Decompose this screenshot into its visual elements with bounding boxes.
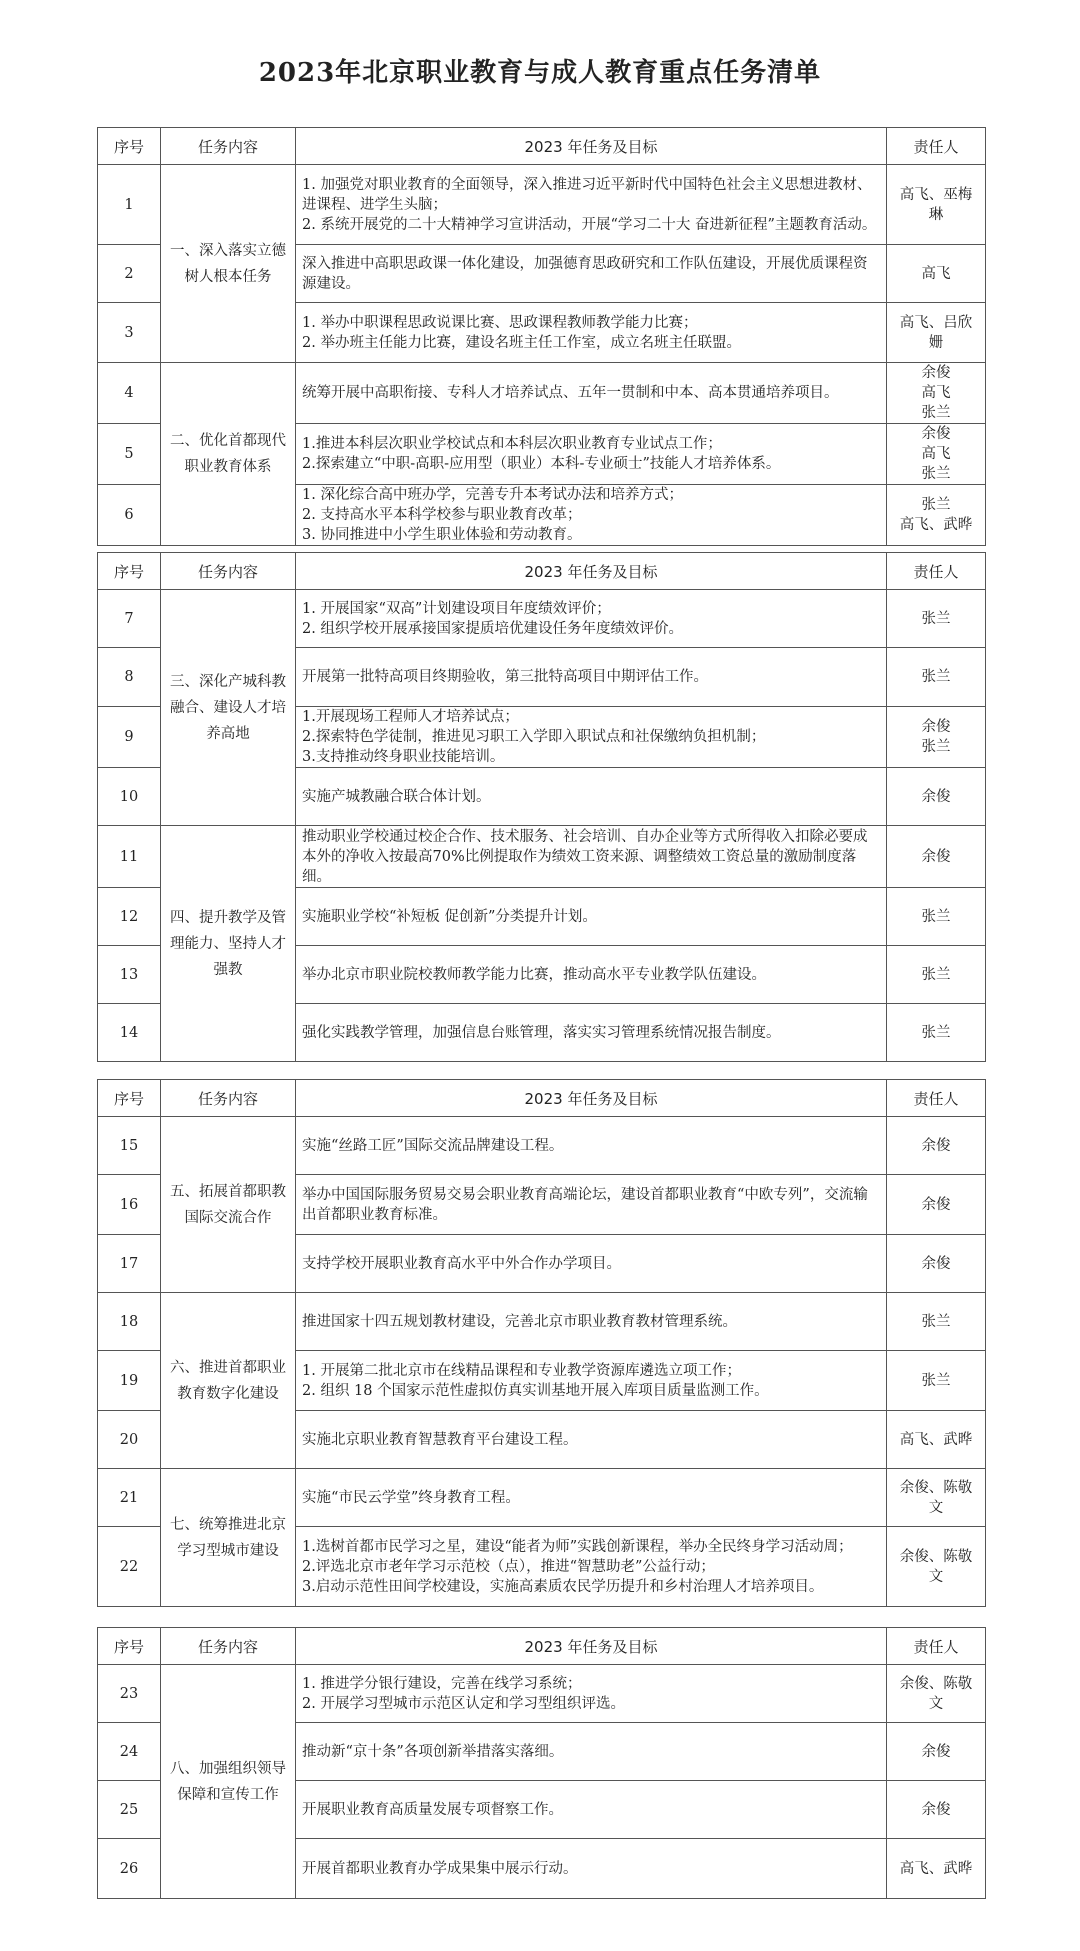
category-cell: 八、加强组织领导保障和宣传工作	[161, 1665, 296, 1899]
goal-line: 2.探索特色学徒制，推进见习职工入学即入职试点和社保缴纳负担机制；	[302, 729, 766, 745]
row-owner	[887, 1723, 986, 1781]
owner-name: 张兰	[921, 610, 951, 627]
row-goal	[296, 1293, 887, 1351]
row-owner	[887, 1527, 986, 1607]
owner-name: 张兰	[921, 966, 951, 983]
table-row	[98, 1665, 986, 1723]
category-cell: 三、深化产城科教融合、建设人才培养高地	[161, 590, 296, 826]
row-seq: 20	[98, 1411, 161, 1469]
task-table-4	[97, 1627, 986, 1899]
category-cell: 七、统筹推进北京学习型城市建设	[161, 1469, 296, 1607]
owner-name: 张兰	[921, 739, 951, 755]
row-owner	[887, 888, 986, 946]
row-owner	[887, 1175, 986, 1235]
goal-line: 推进国家十四五规划教材建设，完善北京市职业教育教材管理系统。	[302, 1313, 737, 1330]
owner-name: 张兰	[921, 466, 951, 482]
row-seq: 9	[98, 707, 161, 768]
owner-name: 余俊	[921, 1255, 951, 1272]
table-row	[98, 1293, 986, 1351]
row-goal	[296, 590, 887, 648]
goal-line: 实施“丝路工匠”国际交流品牌建设工程。	[302, 1137, 564, 1154]
goal-line: 1. 加强党对职业教育的全面领导，深入推进习近平新时代中国特色社会主义思想进教材、进课程、进学生头脑；	[302, 176, 872, 213]
goal-line: 推动新“京十条”各项创新举措落实落细。	[302, 1743, 564, 1760]
row-seq: 13	[98, 946, 161, 1004]
owner-name: 余俊、陈敬文	[899, 1548, 973, 1585]
row-goal	[296, 1117, 887, 1175]
goal-line: 统筹开展中高职衔接、专科人才培养试点、五年一贯制和中本、高本贯通培养项目。	[302, 385, 839, 401]
row-goal	[296, 1781, 887, 1839]
row-seq: 2	[98, 245, 161, 303]
task-table-2	[97, 552, 986, 1062]
goal-line: 开展第一批特高项目终期验收，第三批特高项目中期评估工作。	[302, 669, 708, 685]
row-goal	[296, 1235, 887, 1293]
goal-line: 实施产城教融合联合体计划。	[302, 788, 491, 805]
goal-line: 1. 开展第二批北京市在线精品课程和专业教学资源库遴选立项工作；	[302, 1362, 741, 1379]
table-row	[98, 165, 986, 245]
owner-name: 余俊	[921, 1743, 951, 1760]
owner-name: 高飞、巫梅琳	[899, 186, 973, 223]
goal-line: 3.启动示范性田间学校建设，实施高素质农民学历提升和乡村治理人才培养项目。	[302, 1578, 824, 1595]
row-seq: 6	[98, 485, 161, 546]
row-seq: 12	[98, 888, 161, 946]
goal-line: 实施“市民云学堂”终身教育工程。	[302, 1489, 520, 1506]
goal-line: 举办北京市职业院校教师教学能力比赛，推动高水平专业教学队伍建设。	[302, 966, 766, 983]
header-category: 任务内容	[161, 1628, 296, 1665]
row-seq: 22	[98, 1527, 161, 1607]
row-seq: 4	[98, 363, 161, 424]
row-goal	[296, 424, 887, 485]
row-seq: 10	[98, 768, 161, 826]
header-goal: 2023 年任务及目标	[296, 1628, 887, 1665]
category-cell: 六、推进首都职业教育数字化建设	[161, 1293, 296, 1469]
row-goal	[296, 1665, 887, 1723]
header-owner: 责任人	[887, 553, 986, 590]
header-seq: 序号	[98, 1080, 161, 1117]
goal-line: 实施职业学校“补短板 促创新”分类提升计划。	[302, 908, 597, 925]
goal-line: 开展职业教育高质量发展专项督察工作。	[302, 1801, 563, 1818]
goal-line: 2.评选北京市老年学习示范校（点），推进“智慧助老”公益行动；	[302, 1558, 715, 1575]
row-goal	[296, 165, 887, 245]
table-header-row	[98, 1628, 986, 1665]
owner-name: 余俊	[921, 788, 951, 805]
row-owner	[887, 946, 986, 1004]
row-goal	[296, 648, 887, 707]
table-row	[98, 590, 986, 648]
row-owner	[887, 424, 986, 485]
row-seq: 14	[98, 1004, 161, 1062]
row-seq: 1	[98, 165, 161, 245]
page-title: 2023年北京职业教育与成人教育重点任务清单	[258, 58, 822, 88]
row-seq: 23	[98, 1665, 161, 1723]
row-goal	[296, 363, 887, 424]
row-owner	[887, 363, 986, 424]
goal-line: 1. 举办中职课程思政说课比赛、思政课程教师教学能力比赛；	[302, 314, 698, 331]
row-goal	[296, 1839, 887, 1899]
row-goal	[296, 946, 887, 1004]
row-goal	[296, 1351, 887, 1411]
goal-line: 2. 举办班主任能力比赛，建设名班主任工作室，成立名班主任联盟。	[302, 334, 741, 351]
row-goal	[296, 1175, 887, 1235]
header-category: 任务内容	[161, 553, 296, 590]
row-owner	[887, 1469, 986, 1527]
row-seq: 5	[98, 424, 161, 485]
header-seq: 序号	[98, 128, 161, 165]
row-owner	[887, 165, 986, 245]
owner-name: 余俊	[921, 1801, 951, 1818]
row-goal	[296, 245, 887, 303]
owner-name: 高飞、武晔	[899, 1860, 973, 1877]
owner-name: 张兰	[921, 669, 951, 685]
row-seq: 16	[98, 1175, 161, 1235]
owner-name: 张兰	[921, 1372, 951, 1389]
goal-line: 2.探索建立“中职-高职-应用型（职业）本科-专业硕士”技能人才培养体系。	[302, 456, 781, 472]
owner-name: 余俊	[921, 426, 951, 442]
row-seq: 3	[98, 303, 161, 363]
goal-line: 3.支持推动终身职业技能培训。	[302, 749, 505, 765]
row-goal	[296, 768, 887, 826]
row-owner	[887, 1411, 986, 1469]
row-seq: 24	[98, 1723, 161, 1781]
goal-line: 3. 协同推进中小学生职业体验和劳动教育。	[302, 527, 582, 543]
row-goal	[296, 1411, 887, 1469]
header-goal: 2023 年任务及目标	[296, 1080, 887, 1117]
owner-name: 高飞	[921, 385, 951, 401]
owner-name: 余俊	[921, 365, 951, 381]
row-seq: 21	[98, 1469, 161, 1527]
row-seq: 18	[98, 1293, 161, 1351]
row-seq: 19	[98, 1351, 161, 1411]
row-goal	[296, 707, 887, 768]
header-seq: 序号	[98, 553, 161, 590]
owner-name: 余俊	[921, 1196, 951, 1213]
row-owner	[887, 707, 986, 768]
header-owner: 责任人	[887, 1628, 986, 1665]
row-seq: 11	[98, 826, 161, 888]
row-owner	[887, 768, 986, 826]
owner-name: 张兰	[921, 1313, 951, 1330]
owner-name: 张兰	[921, 497, 951, 513]
owner-name: 张兰	[921, 908, 951, 925]
goal-line: 支持学校开展职业教育高水平中外合作办学项目。	[302, 1255, 621, 1272]
table-row	[98, 1469, 986, 1527]
owner-name: 高飞	[921, 446, 951, 462]
goal-line: 强化实践教学管理，加强信息台账管理，落实实习管理系统情况报告制度。	[302, 1024, 781, 1041]
row-owner	[887, 1781, 986, 1839]
row-owner	[887, 485, 986, 546]
table-row	[98, 826, 986, 888]
category-cell: 二、优化首都现代职业教育体系	[161, 363, 296, 546]
row-owner	[887, 1004, 986, 1062]
row-seq: 8	[98, 648, 161, 707]
goal-line: 2. 开展学习型城市示范区认定和学习型组织评选。	[302, 1695, 625, 1712]
row-owner	[887, 1235, 986, 1293]
goal-line: 开展首都职业教育办学成果集中展示行动。	[302, 1860, 578, 1877]
row-goal	[296, 1469, 887, 1527]
category-cell: 五、拓展首都职教国际交流合作	[161, 1117, 296, 1293]
header-goal: 2023 年任务及目标	[296, 128, 887, 165]
row-goal	[296, 303, 887, 363]
header-owner: 责任人	[887, 128, 986, 165]
row-owner	[887, 1665, 986, 1723]
table-row	[98, 363, 986, 424]
row-owner	[887, 1117, 986, 1175]
row-owner	[887, 1351, 986, 1411]
row-seq: 17	[98, 1235, 161, 1293]
row-goal	[296, 485, 887, 546]
table-header-row	[98, 553, 986, 590]
row-seq: 26	[98, 1839, 161, 1899]
task-table-1	[97, 127, 986, 546]
row-owner	[887, 303, 986, 363]
table-header-row	[98, 1080, 986, 1117]
goal-line: 2. 支持高水平本科学校参与职业教育改革；	[302, 507, 582, 523]
table-row	[98, 1117, 986, 1175]
owner-name: 余俊、陈敬文	[899, 1479, 973, 1516]
owner-name: 张兰	[921, 1024, 951, 1041]
owner-name: 高飞、吕欣姗	[899, 314, 973, 351]
goal-line: 2. 系统开展党的二十大精神学习宣讲活动，开展“学习二十大 奋进新征程”主题教育活动。	[302, 216, 877, 233]
header-goal: 2023 年任务及目标	[296, 553, 887, 590]
row-goal	[296, 826, 887, 888]
goal-line: 推动职业学校通过校企合作、技术服务、社会培训、自办企业等方式所得收入扣除必要成本外的净收入按最高70%比例提取作为绩效工资来源、调整绩效工资总量的激励制度落细。	[302, 828, 868, 885]
table-header-row	[98, 128, 986, 165]
owner-name: 高飞、武晔	[899, 517, 973, 533]
header-category: 任务内容	[161, 1080, 296, 1117]
row-goal	[296, 1723, 887, 1781]
goal-line: 实施北京职业教育智慧教育平台建设工程。	[302, 1431, 578, 1448]
row-seq: 15	[98, 1117, 161, 1175]
owner-name: 高飞	[921, 265, 951, 282]
owner-name: 余俊、陈敬文	[899, 1675, 973, 1712]
row-goal	[296, 888, 887, 946]
row-seq: 7	[98, 590, 161, 648]
goal-line: 2. 组织 18 个国家示范性虚拟仿真实训基地开展入库项目质量监测工作。	[302, 1382, 769, 1399]
goal-line: 1. 深化综合高中班办学，完善专升本考试办法和培养方式；	[302, 487, 683, 503]
row-owner	[887, 826, 986, 888]
owner-name: 余俊	[921, 1137, 951, 1154]
owner-name: 高飞、武晔	[899, 1431, 973, 1448]
owner-name: 张兰	[921, 405, 951, 421]
owner-name: 余俊	[921, 719, 951, 735]
row-owner	[887, 1839, 986, 1899]
header-category: 任务内容	[161, 128, 296, 165]
goal-line: 1. 推进学分银行建设，完善在线学习系统；	[302, 1675, 582, 1692]
goal-line: 深入推进中高职思政课一体化建设，加强德育思政研究和工作队伍建设，开展优质课程资源建设。	[302, 255, 868, 292]
category-cell: 四、提升教学及管理能力、坚持人才强教	[161, 826, 296, 1062]
row-goal	[296, 1527, 887, 1607]
goal-line: 举办中国国际服务贸易交易会职业教育高端论坛，建设首都职业教育“中欧专列”，交流输出首都职业教育标准。	[302, 1186, 868, 1223]
category-cell: 一、深入落实立德树人根本任务	[161, 165, 296, 363]
header-owner: 责任人	[887, 1080, 986, 1117]
row-owner	[887, 1293, 986, 1351]
goal-line: 1.推进本科层次职业学校试点和本科层次职业教育专业试点工作；	[302, 436, 722, 452]
task-table-3	[97, 1079, 986, 1607]
row-seq: 25	[98, 1781, 161, 1839]
goal-line: 1. 开展国家“双高”计划建设项目年度绩效评价；	[302, 600, 611, 617]
header-seq: 序号	[98, 1628, 161, 1665]
row-owner	[887, 245, 986, 303]
row-owner	[887, 648, 986, 707]
owner-name: 余俊	[921, 848, 951, 865]
row-goal	[296, 1004, 887, 1062]
row-owner	[887, 590, 986, 648]
goal-line: 2. 组织学校开展承接国家提质培优建设任务年度绩效评价。	[302, 620, 683, 637]
goal-line: 1.开展现场工程师人才培养试点；	[302, 709, 519, 725]
goal-line: 1.选树首都市民学习之星，建设“能者为师”实践创新课程，举办全民终身学习活动周；	[302, 1538, 853, 1555]
